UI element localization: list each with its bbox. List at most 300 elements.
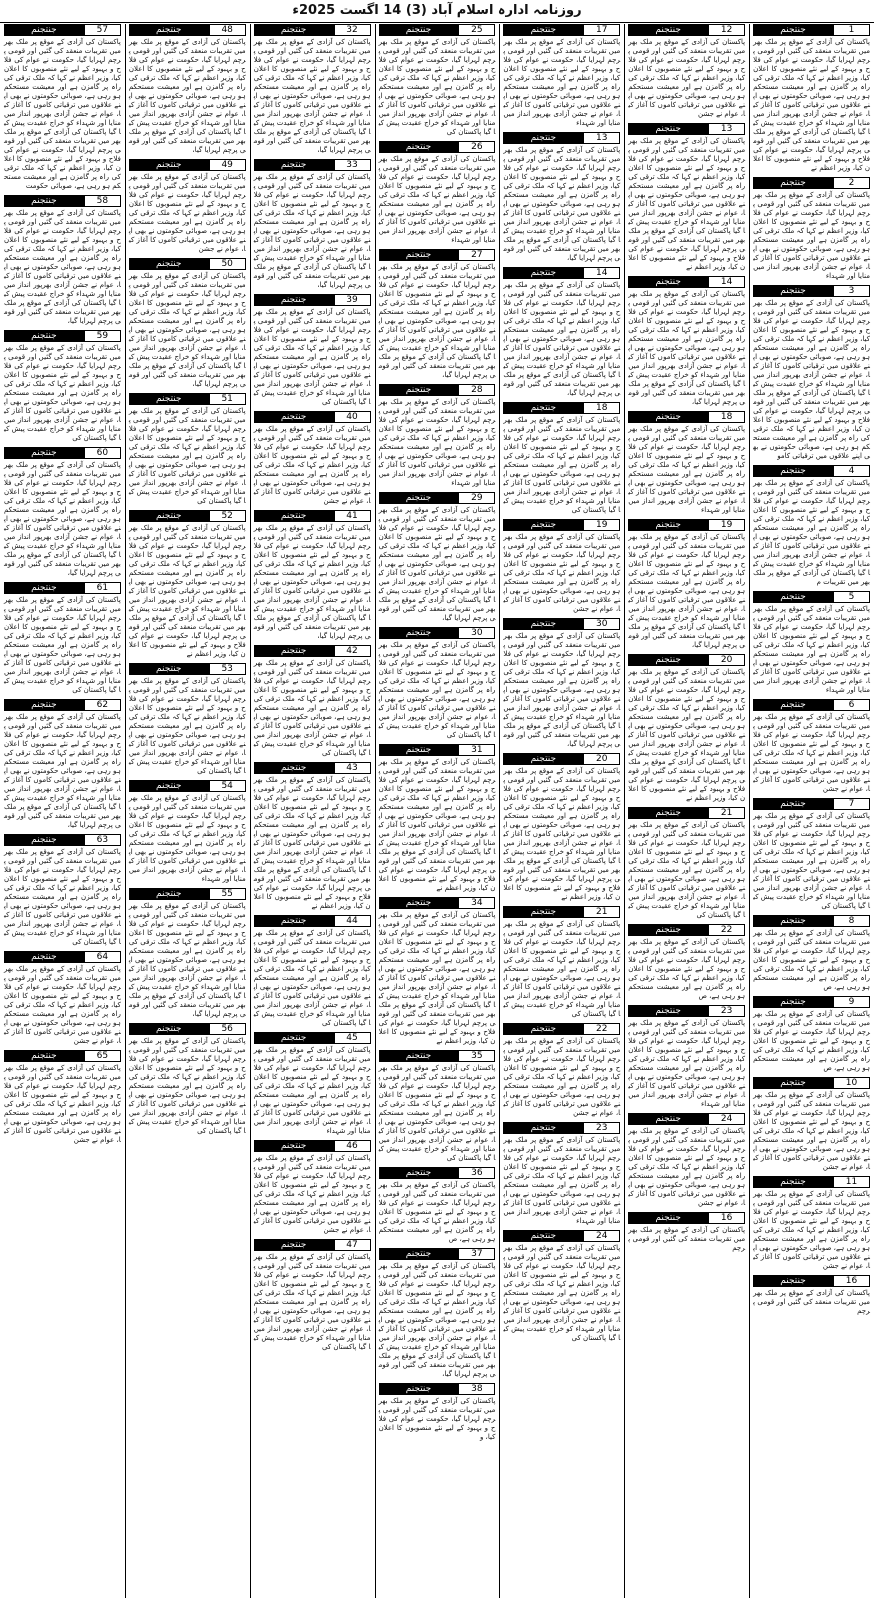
section-tag: جنتجنم [254,645,334,657]
item-body: پاکستان کی آزادی کے موقع پر ملک بھر میں تقریبات منعقد کی گئیں اور قومی پرچم لہرایا گیا، حکومت نے عوام کی فلاح و بہبود کے لیے نئے منصوبوں کا اعلان کیا، وزیر اعظم نے کہا کہ ملک ترقی کی راہ پر گامزن ہے اور معیشت مستحکم ہو رہی ہے، صوبائی حکومتوں نے بھی اپنے علاقوں میں ترقیاتی کاموں کا آغاز کیا، عوام نے جشن آزادی بھرپور انداز میں منایا اور شہداء [503,38,621,127]
item-number: 58 [84,195,121,207]
item-header [129,1023,246,1035]
item-number: 27 [458,249,495,261]
item-header [254,762,371,774]
item-body: پاکستان کی آزادی کے موقع پر ملک بھر میں تقریبات منعقد کی گئیں اور قومی پرچم لہرایا گیا، حکومت نے عوام کی فلاح و بہبود کے لیے نئے منصوبوں کا اعلان کیا، وزیر اعظم نے کہا کہ ملک ترقی کی راہ پر گامزن ہے اور معیشت مستحکم ہو رہی ہے، صوبائی حکومتوں نے بھی اپنے علاقوں میں ترقیاتی کاموں کا آغاز کیا، عوام نے جشن آزادی بھرپور انداز میں منایا اور شہداء کو خراج عقیدت پیش کیا گیا پاکستان کی آزادی کے موقع پر ملک بھر میں تقریبات منعقد کی گئیں اور قومی پرچم لہرایا گیا، [4,209,121,325]
news-item [4,699,121,830]
section-tag: جنتجنم [628,807,708,819]
news-item [503,132,620,263]
item-number: 38 [458,1383,495,1395]
item-header [753,996,870,1008]
section-tag: جنتجنم [379,384,459,396]
section-tag: جنتجنم [503,24,583,36]
section-tag: جنتجنم [4,582,84,594]
item-header [628,807,745,819]
item-body: پاکستان کی آزادی کے موقع پر ملک بھر میں تقریبات منعقد کی گئیں اور قومی پرچم لہرایا گیا، حکومت نے عوام کی فلاح و بہبود کے لیے نئے منصوبوں کا اعلان کیا، وزیر اعظم نے کہا کہ ملک ترقی کی راہ پر گامزن ہے اور معیشت مستحکم ہو رہی ہے، صوبائی حکومتوں نے بھی اپنے علاقوں میں ترقیاتی کاموں کا آغاز کیا، عوام نے جشن آزادی بھرپور انداز میں منایا اور شہداء کو خراج عقیدت پیش کیا گیا پاکستان کی [4,344,121,442]
item-body: پاکستان کی آزادی کے موقع پر ملک بھر میں تقریبات منعقد کی گئیں اور قومی پرچم لہرایا گیا، حکومت نے عوام کی فلاح و بہبود کے لیے نئے منصوبوں کا اعلان کیا، وزیر اعظم نے کہا کہ ملک ترقی کی راہ پر گامزن ہے اور معیشت مستحکم ہو رہی ہے، صوبائی حکومتوں نے بھی اپنے علاقوں میں ترقیاتی کاموں کا آغاز کیا، عوام نے جشن آزادی بھرپور انداز میں منایا اور شہداء کو خراج عقیدت پیش کیا گیا پاکستان کی آزادی کے موقع پر ملک بھر میں تقریبات منعقد کی گئیں اور قومی پرچم لہرایا گیا، حکومت نے عوام کی فلاح و بہبود کے لیے نئے منصوبوں کا اعلان کیا، وزیر اعظم نے [628,137,746,271]
news-item [503,1122,620,1226]
section-tag: جنتجنم [628,519,708,531]
item-number: 50 [209,258,246,270]
item-number: 37 [458,1248,495,1260]
item-number: 35 [458,1050,495,1062]
item-number: 31 [458,744,495,756]
news-item [4,1050,121,1145]
item-header [379,492,496,504]
item-number: 30 [583,618,620,630]
news-item [628,411,745,515]
item-body: پاکستان کی آزادی کے موقع پر ملک بھر میں تقریبات منعقد کی گئیں اور قومی پرچم لہرایا گیا، حکومت نے عوام کی فلاح و بہبود کے لیے نئے منصوبوں کا اعلان کیا، وزیر اعظم نے کہا کہ ملک ترقی کی راہ پر گامزن ہے اور معیشت مستحکم ہو رہی ہے، صوبائی حکومتوں نے بھی اپنے علاقوں میں ترقیاتی کاموں کا آغاز کیا، عوام نے جشن آزادی بھرپور انداز میں منایا اور شہداء کو خراج عقیدت پیش کیا گیا پاکستان کی [628,821,746,919]
item-body: پاکستان کی آزادی کے موقع پر ملک بھر میں تقریبات منعقد کی گئیں اور قومی پرچم لہرایا گیا، حکومت نے عوام کی فلاح و بہبود کے لیے نئے منصوبوں کا اعلان کیا، وزیر اعظم نے کہا کہ ملک ترقی کی راہ پر گامزن ہے اور معیشت مستحکم ہو رہی ہے، صوبائی حکومتوں نے بھی اپنے علاقوں میں ترقیاتی کاموں کا آغاز کیا، عوام نے جشن آزادی بھرپور انداز میں منایا اور شہداء کو خراج عقیدت پیش کیا گیا پاکستان کی آزادی کے موقع پر ملک بھر میں تقریبات منعقد کی گئیں اور قومی پرچم لہرایا گیا، [253,38,371,154]
item-body: پاکستان کی آزادی کے موقع پر ملک بھر میں تقریبات منعقد کی گئیں اور قومی پرچم لہرایا گیا، حکومت نے عوام کی فلاح و بہبود کے لیے نئے منصوبوں کا اعلان کیا، وزیر اعظم نے کہا کہ ملک ترقی کی راہ پر گامزن ہے اور معیشت مستحکم ہو رہی ہے، صوبائی حکومتوں نے بھی اپنے علاقوں میں ترقیاتی کاموں کا آغاز کیا، عوام نے جشن آزادی بھرپور انداز میں منایا اور شہداء کو خراج عقیدت پیش کیا گیا پاکستان کی آزادی کے موقع پر ملک بھر میں تقریبات منعقد کی گئیں اور قومی پرچم لہرایا گیا، [4,713,121,829]
item-header [129,663,246,675]
item-body: پاکستان کی آزادی کے موقع پر ملک بھر میں تقریبات منعقد کی گئیں اور قومی پرچم لہرایا گیا، حکومت نے عوام کی فلاح و بہبود کے لیے نئے منصوبوں کا اعلان کیا، وزیر اعظم نے کہا کہ ملک ترقی کی راہ پر گامزن ہے اور معیشت مستحکم ہو رہی ہے، صوبائی حکومتوں نے بھی اپنے علاقوں میں ترقیاتی کاموں کا آغاز کیا، عوام نے جشن آزادی بھرپور انداز میں منایا اور شہداء کو خراج عقیدت پیش کیا گیا پاکستان کی آزادی کے موقع پر ملک بھر میں تقریبات منعقد کی گئیں اور قومی پرچم لہرایا گیا، [378,506,496,622]
item-header [254,1239,371,1251]
item-number: 25 [458,24,495,36]
item-body: پاکستان کی آزادی کے موقع پر ملک بھر میں تقریبات منعقد کی گئیں اور قومی پرچم لہرایا گیا، حکومت نے عوام کی فلاح و بہبود کے لیے نئے منصوبوں کا اعلان کیا، وزیر اعظم نے کہا کہ ملک ترقی کی راہ پر گامزن ہے اور معیشت مستحکم ہو رہی ہے، صوبائی حکومتوں نے بھی اپنے علاقوں میں ترقیاتی کاموں کا آغاز کیا، عوام نے جشن آزادی بھرپور انداز میں منایا اور شہداء کو خراج عقیدت پیش کیا گیا پاکستان کی آزادی کے موقع پر ملک بھر میں تقریبات منعقد کی گئیں اور قومی پرچم لہرایا گیا، حکومت نے عوام کی فلاح و بہبود کے لیے نئے منصوبوں کا اعلان کیا، وزیر اعظم نے [628,668,746,802]
news-item [628,924,745,1001]
item-body: پاکستان کی آزادی کے موقع پر ملک بھر میں تقریبات منعقد کی گئیں اور قومی پرچم لہرایا گیا، حکومت نے عوام کی فلاح و بہبود کے لیے نئے منصوبوں کا اعلان کیا، وزیر اعظم نے کہا کہ ملک ترقی کی راہ پر گامزن ہے اور معیشت مستحکم ہو رہی ہے، صوبائی حکومتوں نے بھی اپنے علاقوں میں ترقیاتی کاموں کا آغاز کیا، عوام نے جشن [628,1127,746,1207]
item-header [4,24,121,36]
section-tag: جنتجنم [379,627,459,639]
item-header [503,1230,620,1242]
section-tag: جنتجنم [254,1032,334,1044]
item-header [379,1248,496,1260]
item-body: پاکستان کی آزادی کے موقع پر ملک بھر میں تقریبات منعقد کی گئیں اور قومی پرچم لہرایا گیا، حکومت نے عوام کی فلاح و بہبود کے لیے نئے منصوبوں کا اعلان کیا، وزیر اعظم نے کہا کہ ملک ترقی کی راہ پر گامزن ہے اور معیشت مستحکم ہو رہی ہے، صوبائی حکومتوں نے بھی اپنے علاقوں میں ترقیاتی کاموں کا آغاز کیا، عوام نے جشن آزادی بھرپور انداز میں منایا اور شہداء کو خراج عقیدت پیش کیا گیا پاکستان کی [378,38,496,136]
news-item [129,159,246,254]
news-item [129,24,246,155]
item-number: 19 [583,519,620,531]
section-tag: جنتجنم [4,447,84,459]
item-body: پاکستان کی آزادی کے موقع پر ملک بھر میں تقریبات منعقد کی گئیں اور قومی پرچم لہرایا گیا، حکومت نے عوام کی فلاح و بہبود کے لیے نئے منصوبوں کا اعلان کیا، وزیر اعظم نے کہا کہ ملک ترقی کی راہ پر گامزن ہے اور معیشت مستحکم ہو رہی ہے، صوبائی حکومتوں نے بھی اپنے علاقوں میں ترقیاتی کاموں کا آغاز کیا، عوام نے جشن [4,965,121,1045]
section-tag: جنتجنم [4,195,84,207]
news-item [4,582,121,695]
item-number: 16 [708,1212,745,1224]
item-header [379,1383,496,1395]
item-number: 65 [84,1050,121,1062]
news-item [254,762,371,911]
news-item [628,1005,745,1109]
item-header [4,699,121,711]
section-tag: جنتجنم [129,393,209,405]
news-item [129,663,246,776]
section-tag: جنتجنم [254,1239,334,1251]
item-body: پاکستان کی آزادی کے موقع پر ملک بھر میں تقریبات منعقد کی گئیں اور قومی پرچم لہرایا گیا، حکومت نے عوام کی فلاح و بہبود کے لیے نئے منصوبوں کا اعلان کیا، وزیر اعظم نے کہا کہ ملک ترقی کی راہ پر گامزن ہے اور معیشت مستحکم ہو رہی ہے، صوبائی حکومتوں نے بھی اپنے علاقوں میں ترقیاتی کاموں کا آغاز کیا، عوام نے جشن آزادی بھرپور انداز میں منایا اور شہداء کو خراج عقیدت پیش کیا گیا پاکستان کی آزادی کے موقع پر ملک بھر میں تقریبات منعقد کی گئیں اور قومی پرچم لہرایا گیا، حکومت نے عوام کی فلاح و بہبود کے لیے نئے منصوبوں کا اعلان کیا، وزیر اعظم نے [753,38,870,172]
news-item [628,123,745,272]
section-tag: جنتجنم [503,402,583,414]
section-tag: جنتجنم [129,888,209,900]
column-rule [624,24,625,1598]
item-header [254,510,371,522]
item-header [254,1032,371,1044]
column-rule [499,24,500,1598]
column-6 [125,24,250,1598]
news-item [753,465,870,587]
news-item [753,1275,870,1316]
section-tag: جنتجنم [628,123,708,135]
column-rule [250,24,251,1598]
item-number: 47 [334,1239,371,1251]
section-tag: جنتجنم [628,654,708,666]
item-number: 4 [833,465,870,477]
item-header [379,249,496,261]
section-tag: جنتجنم [628,1005,708,1017]
section-tag: جنتجنم [129,258,209,270]
item-header [254,24,371,36]
column-rule [749,24,750,1598]
section-tag: جنتجنم [503,906,583,918]
item-number: 42 [334,645,371,657]
news-item [753,996,870,1073]
item-header [628,24,745,36]
section-tag: جنتجنم [379,1050,459,1062]
item-header [4,834,121,846]
item-body: پاکستان کی آزادی کے موقع پر ملک بھر میں تقریبات منعقد کی گئیں اور قومی پرچم لہرایا گیا، حکومت نے عوام کی فلاح و بہبود کے لیے نئے منصوبوں کا اعلان کیا، وزیر اعظم نے کہا کہ ملک ترقی کی راہ پر گامزن ہے اور معیشت مستحکم ہو رہی ہے، صوبائی حکومتوں نے بھی اپنے علاقوں میں ترقیاتی کاموں کا آغاز کیا، عوام نے جشن آزادی بھرپور انداز میں منایا اور شہداء کو خراج عقیدت پیش کیا گیا پاکستان کی [378,1064,496,1162]
item-body: پاکستان کی آزادی کے موقع پر ملک بھر میں تقریبات منعقد کی گئیں اور قومی پرچم لہرایا گیا، حکومت نے عوام کی فلاح و بہبود کے لیے نئے منصوبوں کا اعلان کیا، وزیر اعظم نے کہا کہ ملک ترقی کی راہ پر گامزن ہے اور معیشت مستحکم ہو رہی ہے، صوبائی حکومتوں نے بھی اپنے علاقوں میں ترقیاتی کاموں کا آغاز کیا، عوام نے جشن آزادی بھرپور انداز میں منایا اور شہداء کو خراج عقیدت پیش کیا گیا پاکستان کی آزادی کے موقع پر ملک بھر میں تقریبات منعقد کی گئیں اور قومی پرچم لہرایا گیا، [253,524,371,640]
item-body: پاکستان کی آزادی کے موقع پر ملک بھر میں تقریبات منعقد کی گئیں اور قومی پرچم لہرایا گیا، حکومت نے عوام کی فلاح و بہبود کے لیے نئے منصوبوں کا اعلان کیا، وزیر اعظم نے کہا کہ ملک ترقی کی راہ پر گامزن ہے اور معیشت مستحکم ہو رہی ہے، ص [753,929,870,991]
item-number: 33 [334,159,371,171]
item-number: 14 [708,276,745,288]
item-header [753,177,870,189]
item-number: 24 [583,1230,620,1242]
section-tag: جنتجنم [254,411,334,423]
item-body: پاکستان کی آزادی کے موقع پر ملک بھر میں تقریبات منعقد کی گئیں اور قومی پرچم لہرایا گیا، حکومت نے عوام کی فلاح و بہبود کے لیے نئے منصوبوں کا اعلان کیا، وزیر اعظم نے کہا کہ ملک ترقی کی راہ پر گامزن ہے اور معیشت مستحکم ہو رہی ہے، صوبائی حکومتوں نے بھی اپنے علاقوں میں ترقیاتی کاموں کا آغاز کیا، عوام نے جشن آزادی بھرپور انداز میں منایا اور شہداء [628,425,746,514]
item-body: پاکستان کی آزادی کے موقع پر ملک بھر میں تقریبات منعقد کی گئیں اور قومی پرچم لہرایا گیا، حکومت نے عوام کی فلاح و بہبود کے لیے نئے منصوبوں کا اعلان کیا، وزیر اعظم نے کہا کہ ملک ترقی کی راہ پر گامزن ہے اور معیشت مستحکم ہو رہی ہے، صوبائی حکومتوں نے بھی اپنے علاقوں میں ترقیاتی کاموں کا آغاز کیا، عوام نے جشن آزادی بھرپور انداز میں منایا اور شہداء کو خراج عقیدت پیش کیا گیا پاکستان کی آزادی کے موقع پر ملک بھر میں تقریبات منعقد کی گئیں اور قومی پرچم لہرایا گیا، حکومت نے عوام کی فلاح و بہبود کے لیے نئے منصوبوں کا اعلان کیا، وزیر اعظم نے [378,758,496,892]
item-body: پاکستان کی آزادی کے موقع پر ملک بھر میں تقریبات منعقد کی گئیں اور قومی پرچم لہرایا گیا، حکومت نے عوام کی فلاح و بہبود کے لیے نئے منصوبوں کا اعلان کیا، وزیر اعظم نے کہا کہ ملک ترقی کی راہ پر گامزن ہے اور معیشت مستحکم ہو رہی ہے، صوبائی حکومتوں نے بھی اپنے علاقوں میں ترقیاتی کاموں کا آغاز کیا، عوام نے جشن آزادی بھرپور انداز میں منایا اور شہداء کو خراج عقیدت پیش کیا گیا پاکستان کی [753,812,870,910]
section-tag: جنتجنم [379,1167,459,1179]
news-item [129,780,246,884]
section-tag: جنتجنم [379,141,459,153]
item-number: 9 [833,996,870,1008]
item-number: 53 [209,663,246,675]
news-item [254,294,371,407]
news-item [503,1230,620,1343]
news-item [4,195,121,326]
item-body: پاکستان کی آزادی کے موقع پر ملک بھر میں تقریبات منعقد کی گئیں اور قومی پرچم لہرایا گیا، حکومت نے عوام کی فلاح و بہبود کے لیے نئے منصوبوں کا اعلان کیا، و [378,1397,496,1441]
section-tag: جنتجنم [379,744,459,756]
item-number: 5 [833,591,870,603]
item-body: پاکستان کی آزادی کے موقع پر ملک بھر میں تقریبات منعقد کی گئیں اور قومی پرچم لہرایا گیا، حکومت نے عوام کی فلاح و بہبود کے لیے نئے منصوبوں کا اعلان کیا، وزیر اعظم نے کہا کہ ملک ترقی کی راہ پر گامزن ہے اور معیشت مستحکم ہو رہی ہے، صوبائی حکومتوں نے بھی اپنے علاقوں میں ترقیاتی کاموں کا آغاز کیا، عوام نے جشن [253,1154,371,1234]
item-number: 57 [84,24,121,36]
item-number: 10 [833,1077,870,1089]
item-number: 19 [708,519,745,531]
section-tag: جنتجنم [4,330,84,342]
item-body: پاکستان کی آزادی کے موقع پر ملک بھر میں تقریبات منعقد کی گئیں اور قومی پرچم لہرایا گیا، حکومت نے عوام کی فلاح و بہبود کے لیے نئے منصوبوں کا اعلان کیا، وزیر اعظم نے کہا کہ ملک ترقی کی راہ پر گامزن ہے اور معیشت مستحکم ہو رہی ہے، صوبائی حکومتوں نے بھی اپنے علاقوں میں ترقیاتی کاموں کا آغاز کیا، عوام نے جشن آزادی بھرپور انداز میں منایا اور شہداء کو خراج عقیدت پیش کیا گیا پاکستان کی [4,596,121,694]
item-number: 29 [458,492,495,504]
item-number: 59 [84,330,121,342]
item-header [4,330,121,342]
item-header [379,384,496,396]
news-item [379,627,496,740]
section-tag: جنتجنم [753,699,833,711]
news-item [379,492,496,623]
item-header [628,123,745,135]
item-number: 1 [833,24,870,36]
item-header [503,753,620,765]
section-tag: جنتجنم [753,24,833,36]
item-body: پاکستان کی آزادی کے موقع پر ملک بھر میں تقریبات منعقد کی گئیں اور قومی پرچم لہرایا گیا، حکومت نے عوام کی فلاح و بہبود کے لیے نئے منصوبوں کا اعلان کیا، وزیر اعظم نے کہا کہ ملک ترقی کی راہ پر گامزن ہے اور معیشت مستحکم ہو رہی ہے، صوبائی حکومتوں نے بھی اپنے علاقوں میں ترقیاتی کاموں کا آغاز کیا، عوام نے جشن آزادی بھرپور انداز میں منایا اور شہداء کو خراج عقیدت پیش کیا گیا پاکستان کی آزادی کے موقع پر ملک بھر میں تقریبات منعقد کی گئیں اور قومی پرچم لہرایا گیا، حکومت نے عوام کی فلاح و بہبود کے لیے نئے منصوبوں کا اعلان کیا، وزیر اعظم نے [128,524,246,658]
section-tag: جنتجنم [753,798,833,810]
item-header [503,618,620,630]
item-body: پاکستان کی آزادی کے موقع پر ملک بھر میں تقریبات منعقد کی گئیں اور قومی پرچم لہرایا گیا، حکومت نے عوام کی فلاح و بہبود کے لیے نئے منصوبوں کا اعلان کیا، وزیر اعظم نے کہا کہ ملک ترقی کی راہ پر گامزن ہے اور معیشت مستحکم ہو رہی ہے، صوبائی حکومتوں نے بھی اپنے علاقوں میں ترقیاتی کاموں کا آغاز کیا، عوام نے جشن آزادی بھرپور انداز میں منایا اور شہداء کو خراج عقیدت پیش کیا گیا پاکستان کی [253,308,371,406]
item-body: پاکستان کی آزادی کے موقع پر ملک بھر میں تقریبات منعقد کی گئیں اور قومی پرچم لہرایا گیا، حکومت نے عوام کی فلاح و بہبود کے لیے نئے منصوبوں کا اعلان کیا، وزیر اعظم نے کہا کہ ملک ترقی کی راہ پر گامزن ہے اور معیشت مستحکم ہو رہی ہے، صوبائی حکومتوں نے بھی اپنے علاقوں میں ترقیاتی کاموں کا آغاز کیا، عوام نے جشن [628,38,746,118]
column-rule [125,24,126,1598]
item-header [254,1140,371,1152]
item-number: 6 [833,699,870,711]
item-body: پاکستان کی آزادی کے موقع پر ملک بھر میں تقریبات منعقد کی گئیں اور قومی پرچم لہرایا گیا، حکومت نے عوام کی فلاح و بہبود کے لیے نئے منصوبوں کا اعلان کیا، وزیر اعظم نے کہا کہ ملک ترقی کی راہ پر گامزن ہے اور معیشت مستحکم ہو رہی ہے، صوبائی حکومتوں نے بھی اپنے علاقوں میں ترقیاتی کاموں کا آغاز کیا، عوام نے جشن [4,1064,121,1144]
item-body: پاکستان کی آزادی کے موقع پر ملک بھر میں تقریبات منعقد کی گئیں اور قومی پرچم لہرایا گیا، حکومت نے عوام کی فلاح و بہبود کے لیے نئے منصوبوں کا اعلان کیا، وزیر اعظم نے کہا کہ ملک ترقی کی راہ پر گامزن ہے اور معیشت مستحکم ہو رہی ہے، صوبائی حکومتوں نے بھی اپنے علاقوں میں ترقیاتی کاموں کا آغاز کیا، عوام نے جشن آزادی بھرپور انداز میں منایا اور شہداء کو خراج عقیدت پیش کیا گیا پاکستان کی آزادی کے موقع پر ملک بھر میں تقریبات منعقد کی گئیں اور قومی پرچم لہرایا گیا، حکومت نے عوام کی فلاح و بہبود کے لیے نئے منصوبوں کا اعلان کیا، وزیر اعظم نے کہا کہ ملک ترقی کی راہ پر گامزن ہے اور معیشت مستحکم ہو رہی ہے، صوبائی حکومتوں نے بھی اپنے علاقوں میں ترقیاتی کامو [753,299,870,460]
news-item [628,24,745,119]
column-5 [250,24,375,1598]
item-body: پاکستان کی آزادی کے موقع پر ملک بھر میں تقریبات منعقد کی گئیں اور قومی پرچم لہرایا گیا، حکومت نے عوام کی فلاح و بہبود کے لیے نئے منصوبوں کا اعلان کیا، وزیر اعظم نے کہا کہ ملک ترقی کی راہ پر گامزن ہے اور معیشت مستحکم ہو رہی ہے، صوبائی حکومتوں نے بھی اپنے علاقوں میں ترقیاتی کاموں کا آغاز کیا، عوام نے جشن [753,713,870,793]
section-tag: جنتجنم [254,762,334,774]
section-tag: جنتجنم [503,1122,583,1134]
item-header [4,951,121,963]
item-body: پاکستان کی آزادی کے موقع پر ملک بھر میں تقریبات منعقد کی گئیں اور قومی پرچم لہرایا گیا، حکومت نے عوام کی فلاح و بہبود کے لیے نئے منصوبوں کا اعلان کیا، وزیر اعظم نے کہا کہ ملک ترقی کی راہ پر گامزن ہے اور معیشت مستحکم ہو رہی ہے، صوبائی حکومتوں نے بھی اپنے علاقوں میں ترقیاتی کاموں کا آغاز کیا، عوام نے جشن آزادی بھرپور انداز میں منایا اور شہداء کو خراج عقیدت پیش کیا گیا پاکستان کی آزادی کے موقع پر ملک بھر میں تقریبات منعقد کی گئیں اور قومی پرچم لہرایا گیا، [128,38,246,154]
item-header [129,510,246,522]
item-number: 3 [833,285,870,297]
section-tag: جنتجنم [753,177,833,189]
item-number: 36 [458,1167,495,1179]
item-header [753,591,870,603]
news-item [129,1023,246,1136]
item-header [628,924,745,936]
item-body: پاکستان کی آزادی کے موقع پر ملک بھر میں تقریبات منعقد کی گئیں اور قومی پرچم لہرایا گیا، حکومت نے عوام کی فلاح و بہبود کے لیے نئے منصوبوں کا اعلان کیا، وزیر اعظم نے کہا کہ ملک ترقی کی راہ پر گامزن ہے اور معیشت مستحکم ہو رہی ہے، صوبائی حکومتوں نے بھی اپنے علاقوں میں ترقیاتی کاموں کا آغاز کیا، عوام نے جشن آزادی بھرپور انداز میں منایا اور شہداء کو خراج عقیدت پیش کیا گیا پاکستان کی آزادی کے موقع پر ملک بھر میں تقریبات م [753,479,870,586]
column-2 [624,24,749,1598]
news-item [628,1113,745,1208]
item-number: 11 [833,1176,870,1188]
section-tag: جنتجنم [753,996,833,1008]
item-body: پاکستان کی آزادی کے موقع پر ملک بھر میں تقریبات منعقد کی گئیں اور قومی پرچم لہرایا گیا، حکومت نے عوام کی فلاح و بہبود کے لیے نئے منصوبوں کا اعلان کیا، وزیر اعظم نے کہا کہ ملک ترقی کی راہ پر گامزن ہے اور معیشت مستحکم ہو رہی ہے، صوبائی حکومتوں نے بھی اپنے علاقوں میں ترقیاتی کاموں کا آغاز کیا، عوام نے جشن آزادی بھرپور انداز میں منایا اور شہداء کو خراج عقیدت پیش کیا گیا پاکستان کی [128,677,246,775]
section-tag: جنتجنم [503,1230,583,1242]
section-tag: جنتجنم [254,159,334,171]
item-number: 54 [209,780,246,792]
item-header [379,24,496,36]
item-number: 22 [583,1023,620,1035]
column-1 [749,24,874,1598]
news-item [254,159,371,290]
item-body: پاکستان کی آزادی کے موقع پر ملک بھر میں تقریبات منعقد کی گئیں اور قومی پرچم لہرایا گیا، حکومت نے عوام کی فلاح و بہبود کے لیے نئے منصوبوں کا اعلان کیا، وزیر اعظم نے کہا کہ ملک ترقی کی راہ پر گامزن ہے اور معیشت مستحکم ہو رہی ہے، صوبائی حکومتوں نے بھی اپنے علاقوں میں ترقیاتی کاموں کا آغاز کیا، عوام نے جشن آزادی بھرپور انداز میں منایا اور شہداء کو خراج عقیدت پیش کیا گیا پاکستان کی [128,1037,246,1135]
item-number: 40 [334,411,371,423]
item-body: پاکستان کی آزادی کے موقع پر ملک بھر میں تقریبات منعقد کی گئیں اور قومی پرچم لہرایا گیا، حکومت نے عوام کی فلاح و بہبود کے لیے نئے منصوبوں کا اعلان کیا، وزیر اعظم نے کہا کہ ملک ترقی کی راہ پر گامزن ہے اور معیشت مستحکم ہو رہی ہے، صوبائی حکومتوں نے بھی اپنے علاقوں میں ترقیاتی کاموں کا آغاز کیا، عوام نے جشن آزادی بھرپور انداز میں منایا اور شہداء کو خراج عقیدت پیش کیا گیا پاکستان کی آزادی کے موقع پر ملک بھر میں تقریبات منعقد کی گئیں اور قومی پرچم لہرایا گیا، [628,290,746,406]
item-header [254,294,371,306]
item-body: پاکستان کی آزادی کے موقع پر ملک بھر میں تقریبات منعقد کی گئیں اور قومی پرچم لہرایا گیا، حکومت نے عوام کی فلاح و بہبود کے لیے نئے منصوبوں کا اعلان کیا، وزیر اعظم نے کہا کہ ملک ترقی کی راہ پر گامزن ہے اور معیشت مستحکم ہو رہی ہے، صوبائی حکومتوں نے بھی اپنے علاقوں میں ترقیاتی کاموں کا آغاز کیا، عوام نے جشن آزادی بھرپور انداز میں منایا اور شہداء کو خراج عقیدت پیش کیا گیا پاکستان کی [253,1253,371,1351]
item-header [753,1176,870,1188]
item-body: پاکستان کی آزادی کے موقع پر ملک بھر میں تقریبات منعقد کی گئیں اور قومی پرچم [628,1226,746,1252]
section-tag: جنتجنم [254,24,334,36]
news-item [503,906,620,1019]
item-number: 48 [209,24,246,36]
item-number: 18 [708,411,745,423]
item-header [503,1023,620,1035]
item-number: 41 [334,510,371,522]
item-header [503,267,620,279]
item-number: 2 [833,177,870,189]
item-header [129,780,246,792]
item-body: پاکستان کی آزادی کے موقع پر ملک بھر میں تقریبات منعقد کی گئیں اور قومی پرچم لہرایا گیا، حکومت نے عوام کی فلاح و بہبود کے لیے نئے منصوبوں کا اعلان کیا، وزیر اعظم نے کہا کہ ملک ترقی کی راہ پر گامزن ہے اور معیشت مستحکم ہو رہی ہے، صوبائی حکومتوں نے بھی اپنے علاقوں میں ترقیاتی کاموں کا آغاز کیا، عوام نے جشن آزادی بھرپور انداز میں منایا اور شہداء کو خراج عقیدت پیش کیا گیا پاکستان کی آزادی کے موقع پر ملک بھر میں تقریبات منعقد کی گئیں اور قومی پرچم لہرایا گیا، حکومت نے عوام کی فلاح و بہبود کے لیے نئے منصوبوں کا اعلان کیا، وزیر اعظم نے کہا کہ ملک ترقی کی راہ پر گامزن ہے اور معیشت مستحکم ہو رہی ہے، صوبائی حکومت [4,38,121,190]
section-tag: جنتجنم [379,1248,459,1260]
section-tag: جنتجنم [379,1383,459,1395]
item-body: پاکستان کی آزادی کے موقع پر ملک بھر میں تقریبات منعقد کی گئیں اور قومی پرچم لہرایا گیا، حکومت نے عوام کی فلاح و بہبود کے لیے نئے منصوبوں کا اعلان کیا، وزیر اعظم نے کہا کہ ملک ترقی کی راہ پر گامزن ہے اور معیشت مستحکم ہو رہی ہے، صوبائی حکومتوں نے بھی اپنے علاقوں میں ترقیاتی کاموں کا آغاز کیا، عوام نے جشن آزادی بھرپور انداز میں منایا اور شہداء کو خراج عقیدت پیش کیا گیا پاکستان کی آزادی کے موقع پر ملک بھر میں تقریبات منعقد کی گئیں اور قومی پرچم لہرایا گیا، حکومت نے عوام کی فلاح و بہبود کے لیے نئے منصوبوں کا اعلان کیا، وزیر اعظم نے [503,767,621,901]
item-body: پاکستان کی آزادی کے موقع پر ملک بھر میں تقریبات منعقد کی گئیں اور قومی پرچم لہرایا گیا، حکومت نے عوام کی فلاح و بہبود کے لیے نئے منصوبوں کا اعلان کیا، وزیر اعظم نے کہا کہ ملک ترقی کی راہ پر گامزن ہے اور معیشت مستحکم ہو رہی ہے، صوبائی حکومتوں نے بھی اپنے علاقوں میں ترقیاتی کاموں کا آغاز کیا، عوام نے جشن آزادی بھرپور انداز میں منایا اور شہداء کو خراج عقیدت پیش کیا گیا پاکستان کی آزادی کے موقع پر ملک بھر میں تقریبات منعقد کی گئیں اور قومی پرچم لہرایا گیا، [128,272,246,388]
item-header [628,411,745,423]
news-item [254,1032,371,1136]
item-number: 23 [583,1122,620,1134]
item-header [4,582,121,594]
item-number: 12 [708,24,745,36]
news-item [628,519,745,650]
item-header [379,897,496,909]
news-item [628,807,745,920]
item-header [129,888,246,900]
item-number: 28 [458,384,495,396]
item-number: 46 [334,1140,371,1152]
item-number: 32 [334,24,371,36]
item-header [379,627,496,639]
item-header [503,1122,620,1134]
section-tag: جنتجنم [753,1275,833,1287]
item-header [129,393,246,405]
item-number: 20 [708,654,745,666]
item-body: پاکستان کی آزادی کے موقع پر ملک بھر میں تقریبات منعقد کی گئیں اور قومی پرچم لہرایا گیا، حکومت نے عوام کی فلاح و بہبود کے لیے نئے منصوبوں کا اعلان کیا، وزیر اعظم نے کہا کہ ملک ترقی کی راہ پر گامزن ہے اور معیشت مستحکم ہو رہی ہے، صوبائی حکومتوں نے بھی اپنے علاقوں میں ترقیاتی کاموں کا آغاز کیا، عوام نے جشن آزادی بھرپور انداز میں منایا اور شہداء کو خراج عقیدت پیش کیا گیا پاکستان کی آزادی کے موقع پر ملک بھر میں تقریبات منعقد کی گئیں اور قومی پرچم لہرایا گیا، حکومت نے عوام کی فلاح و بہبود کے لیے نئے منصوبوں کا اعلان کیا، وزیر اعظم نے [378,911,496,1045]
item-number: 26 [458,141,495,153]
item-body: پاکستان کی آزادی کے موقع پر ملک بھر میں تقریبات منعقد کی گئیں اور قومی پرچم لہرایا گیا، حکومت نے عوام کی فلاح و بہبود کے لیے نئے منصوبوں کا اعلان کیا، وزیر اعظم نے کہا کہ ملک ترقی کی راہ پر گامزن ہے اور معیشت مستحکم ہو رہی ہے، صوبائی حکومتوں نے بھی اپنے علاقوں میں ترقیاتی کاموں کا آغاز کیا، عوام نے جشن آزادی بھرپور انداز میں منایا اور شہداء [378,155,496,244]
news-item [379,744,496,893]
item-number: 14 [583,267,620,279]
item-header [4,195,121,207]
item-body: پاکستان کی آزادی کے موقع پر ملک بھر میں تقریبات منعقد کی گئیں اور قومی پرچم لہرایا گیا، حکومت نے عوام کی فلاح و بہبود کے لیے نئے منصوبوں کا اعلان کیا، وزیر اعظم نے کہا کہ ملک ترقی کی راہ پر گامزن ہے اور معیشت مستحکم ہو رہی ہے، صوبائی حکومتوں نے بھی اپنے علاقوں میں ترقیاتی کاموں کا آغاز کیا، عوام نے جشن آزادی بھرپور انداز میں منایا اور شہداء [503,1136,621,1225]
news-item [503,753,620,902]
section-tag: جنتجنم [628,1113,708,1125]
section-tag: جنتجنم [503,618,583,630]
item-number: 55 [209,888,246,900]
item-body: پاکستان کی آزادی کے موقع پر ملک بھر میں تقریبات منعقد کی گئیں اور قومی پرچم لہرایا گیا، حکومت نے عوام کی فلاح و بہبود کے لیے نئے منصوبوں کا اعلان کیا، وزیر اعظم نے کہا کہ ملک ترقی کی راہ پر گامزن ہے اور معیشت مستحکم ہو رہی ہے، صوبائی حکومتوں نے بھی اپنے علاقوں میں ترقیاتی کاموں کا آغاز کیا، عوام نے جشن آزادی بھرپور انداز میں منایا اور شہداء [253,1046,371,1135]
item-header [628,1113,745,1125]
item-number: 43 [334,762,371,774]
item-body: پاکستان کی آزادی کے موقع پر ملک بھر میں تقریبات منعقد کی گئیں اور قومی پرچم لہرایا گیا، حکومت نے عوام کی فلاح و بہبود کے لیے نئے منصوبوں کا اعلان کیا، وزیر اعظم نے کہا کہ ملک ترقی کی راہ پر گامزن ہے اور معیشت مستحکم ہو رہی ہے، صوبائی حکومتوں نے بھی اپنے علاقوں میں ترقیاتی کاموں کا آغاز کیا، عوام نے جشن آزادی بھرپور انداز میں منایا اور شہداء کو خراج عقیدت پیش کیا گیا پاکستان کی آزادی کے موقع پر ملک بھر میں تقریبات منعقد کی گئیں اور قومی پرچم لہرایا گیا، [253,173,371,289]
item-header [4,447,121,459]
item-header [379,1167,496,1179]
section-tag: جنتجنم [753,915,833,927]
section-tag: جنتجنم [628,411,708,423]
item-header [129,24,246,36]
item-body: پاکستان کی آزادی کے موقع پر ملک بھر میں تقریبات منعقد کی گئیں اور قومی پرچم لہرایا گیا، حکومت نے عوام کی فلاح و بہبود کے لیے نئے منصوبوں کا اعلان کیا، وزیر اعظم نے کہا کہ ملک ترقی کی راہ پر گامزن ہے اور معیشت مستحکم ہو رہی ہے، صوبائی حکومتوں نے بھی اپنے علاقوں میں ترقیاتی کاموں کا آغاز کیا، عوام نے جشن آزادی بھرپور انداز میں منایا اور شہداء کو خراج عقیدت پیش کیا گیا پاکستان کی آزادی کے موقع پر ملک بھر میں تقریبات منعقد کی گئیں اور قومی پرچم لہرایا گیا، [628,533,746,649]
item-body: پاکستان کی آزادی کے موقع پر ملک بھر میں تقریبات منعقد کی گئیں اور قومی پرچم لہرایا گیا، حکومت نے عوام کی فلاح و بہبود کے لیے نئے منصوبوں کا اعلان کیا، وزیر اعظم نے کہا کہ ملک ترقی کی راہ پر گامزن ہے اور معیشت مستحکم ہو رہی ہے، صوبائی حکومتوں نے بھی اپنے علاقوں میں ترقیاتی کاموں کا آغاز کیا، عوام نے جشن [753,1190,870,1270]
item-body: پاکستان کی آزادی کے موقع پر ملک بھر میں تقریبات منعقد کی گئیں اور قومی پرچم لہرایا گیا، حکومت نے عوام کی فلاح و بہبود کے لیے نئے منصوبوں کا اعلان کیا، وزیر اعظم نے کہا کہ ملک ترقی کی راہ پر گامزن ہے اور معیشت مستحکم ہو رہی ہے، صوبائی حکومتوں نے بھی اپنے علاقوں میں ترقیاتی کاموں کا آغاز کیا، عوام نے جشن [128,173,246,253]
item-header [254,915,371,927]
item-number: 21 [583,906,620,918]
item-body: پاکستان کی آزادی کے موقع پر ملک بھر میں تقریبات منعقد کی گئیں اور قومی پرچم لہرایا گیا، حکومت نے عوام کی فلاح و بہبود کے لیے نئے منصوبوں کا اعلان کیا، وزیر اعظم نے کہا کہ ملک ترقی کی راہ پر گامزن ہے اور معیشت مستحکم ہو رہی ہے، ص [753,1010,870,1072]
item-number: 16 [833,1275,870,1287]
news-item [628,654,745,803]
column-4 [375,24,500,1598]
news-item [753,915,870,992]
item-number: 51 [209,393,246,405]
item-body: پاکستان کی آزادی کے موقع پر ملک بھر میں تقریبات منعقد کی گئیں اور قومی پرچم لہرایا گیا، حکومت نے عوام کی فلاح و بہبود کے لیے نئے منصوبوں کا اعلان کیا، وزیر اعظم نے کہا کہ ملک ترقی کی راہ پر گامزن ہے اور معیشت مستحکم ہو رہی ہے، صوبائی حکومتوں نے بھی اپنے علاقوں میں ترقیاتی کاموں کا آغاز کیا، عوام نے جشن آزادی بھرپور انداز میں منایا اور شہداء کو خراج عقیدت پیش کیا گیا پاکستان کی [503,920,621,1018]
item-header [254,411,371,423]
item-header [753,915,870,927]
item-number: 52 [209,510,246,522]
news-item [628,276,745,407]
section-tag: جنتجنم [254,510,334,522]
section-tag: جنتجنم [503,1023,583,1035]
item-number: 21 [708,807,745,819]
section-tag: جنتجنم [4,951,84,963]
section-tag: جنتجنم [129,159,209,171]
news-item [254,24,371,155]
news-item [753,1176,870,1271]
news-item [503,267,620,398]
section-tag: جنتجنم [753,1176,833,1188]
item-body: پاکستان کی آزادی کے موقع پر ملک بھر میں تقریبات منعقد کی گئیں اور قومی پرچم لہرایا گیا، حکومت نے عوام کی فلاح و بہبود کے لیے نئے منصوبوں کا اعلان کیا، وزیر اعظم نے کہا کہ ملک ترقی کی راہ پر گامزن ہے اور معیشت مستحکم ہو رہی ہے، صوبائی حکومتوں نے بھی اپنے علاقوں میں ترقیاتی کاموں کا آغاز کیا، عوام نے جشن آزادی بھرپور انداز میں منایا اور شہداء کو خراج عقیدت پیش کیا گیا پاکستان کی [128,407,246,505]
news-item [129,258,246,389]
section-tag: جنتجنم [379,492,459,504]
item-number: 61 [84,582,121,594]
item-header [753,1275,870,1287]
item-number: 20 [583,753,620,765]
section-tag: جنتجنم [129,24,209,36]
item-header [503,402,620,414]
section-tag: جنتجنم [129,663,209,675]
item-number: 23 [708,1005,745,1017]
section-tag: جنتجنم [753,591,833,603]
item-number: 63 [84,834,121,846]
news-item [254,645,371,758]
news-item [4,447,121,578]
section-tag: جنتجنم [254,1140,334,1152]
section-tag: جنتجنم [628,924,708,936]
item-body: پاکستان کی آزادی کے موقع پر ملک بھر میں تقریبات منعقد کی گئیں اور قومی پرچم لہرایا گیا، حکومت نے عوام کی فلاح و بہبود کے لیے نئے منصوبوں کا اعلان کیا، وزیر اعظم نے کہا کہ ملک ترقی کی راہ پر گامزن ہے اور معیشت مستحکم ہو رہی ہے، صوبائی حکومتوں نے بھی اپنے علاقوں میں ترقیاتی کاموں کا آغاز کیا، عوام نے جشن آزادی بھرپور انداز میں منایا اور شہداء [628,1019,746,1108]
item-body: پاکستان کی آزادی کے موقع پر ملک بھر میں تقریبات منعقد کی گئیں اور قومی پرچم لہرایا گیا، حکومت نے عوام کی فلاح و بہبود کے لیے نئے منصوبوں کا اعلان کیا، وزیر اعظم نے کہا کہ ملک ترقی کی راہ پر گامزن ہے اور معیشت مستحکم ہو رہی ہے، ص [628,938,746,1000]
item-header [753,285,870,297]
item-header [753,798,870,810]
section-tag: جنتجنم [4,1050,84,1062]
section-tag: جنتجنم [4,24,84,36]
item-header [4,1050,121,1062]
column-3 [499,24,624,1598]
item-header [254,645,371,657]
section-tag: جنتجنم [503,519,583,531]
news-item [254,1239,371,1352]
item-number: 22 [708,924,745,936]
item-number: 34 [458,897,495,909]
item-body: پاکستان کی آزادی کے موقع پر ملک بھر میں تقریبات منعقد کی گئیں اور قومی پرچم لہرایا گیا، حکومت نے عوام کی فلاح و بہبود کے لیے نئے منصوبوں کا اعلان کیا، وزیر اعظم نے کہا کہ ملک ترقی کی راہ پر گامزن ہے اور معیشت مستحکم ہو رہی ہے، صوبائی حکومتوں نے بھی اپنے علاقوں میں ترقیاتی کاموں کا آغاز کیا، عوام نے جشن آزادی بھرپور انداز میں منایا اور شہداء کو خراج عقیدت پیش کیا گیا پاکستان کی آزادی کے موقع پر ملک بھر میں تقریبات منعقد کی گئیں اور قومی پرچم لہرایا گیا، [128,902,246,1018]
item-header [628,1212,745,1224]
news-item [254,411,371,506]
item-header [503,519,620,531]
item-number: 13 [708,123,745,135]
item-header [503,906,620,918]
section-tag: جنتجنم [753,1077,833,1089]
section-tag: جنتجنم [628,24,708,36]
section-tag: جنتجنم [503,267,583,279]
section-tag: جنتجنم [379,897,459,909]
news-item [4,951,121,1046]
section-tag: جنتجنم [379,24,459,36]
news-item [379,249,496,380]
item-number: 60 [84,447,121,459]
section-tag: جنتجنم [379,249,459,261]
item-number: 39 [334,294,371,306]
item-body: پاکستان کی آزادی کے موقع پر ملک بھر میں تقریبات منعقد کی گئیں اور قومی پرچم لہرایا گیا، حکومت نے عوام کی فلاح و بہبود کے لیے نئے منصوبوں کا اعلان کیا، وزیر اعظم نے کہا کہ ملک ترقی کی راہ پر گامزن ہے اور معیشت مستحکم ہو رہی ہے، صوبائی حکومتوں نے بھی اپنے علاقوں میں ترقیاتی کاموں کا آغاز کیا، عوام نے جشن [753,1091,870,1171]
item-number: 30 [458,627,495,639]
news-item [753,24,870,173]
item-body: پاکستان کی آزادی کے موقع پر ملک بھر میں تقریبات منعقد کی گئیں اور قومی پرچم لہرایا گیا، حکومت نے عوام کی فلاح و بہبود کے لیے نئے منصوبوں کا اعلان کیا، وزیر اعظم نے کہا کہ ملک ترقی کی راہ پر گامزن ہے اور معیشت مستحکم ہو رہی ہے، صوبائی حکومتوں نے بھی اپنے علاقوں میں ترقیاتی کاموں کا آغاز کیا، عوام نے جشن آزادی بھرپور انداز میں منایا اور شہداء کو خراج عقیدت پیش کیا گیا پاکستان کی آزادی کے موقع پر ملک بھر میں تقریبات منعقد کی گئیں اور قومی پرچم لہرایا گیا، [503,632,621,748]
news-item [4,330,121,443]
item-body: پاکستان کی آزادی کے موقع پر ملک بھر میں تقریبات منعقد کی گئیں اور قومی پرچم لہرایا گیا، حکومت نے عوام کی فلاح و بہبود کے لیے نئے منصوبوں کا اعلان کیا، وزیر اعظم نے کہا کہ ملک ترقی کی راہ پر گامزن ہے اور معیشت مستحکم ہو رہی ہے، صوبائی حکومتوں نے بھی اپنے علاقوں میں ترقیاتی کاموں کا آغاز کیا، عوام نے جشن آزادی بھرپور انداز میں منایا اور شہداء کو خراج عقیدت پیش کیا گیا پاکستان کی آزادی کے موقع پر ملک بھر میں تقریبات منعقد کی گئیں اور قومی پرچم لہرایا گیا، [503,146,621,262]
item-body: پاکستان کی آزادی کے موقع پر ملک بھر میں تقریبات منعقد کی گئیں اور قومی پرچم لہرایا گیا، حکومت نے عوام کی فلاح و بہبود کے لیے نئے منصوبوں کا اعلان کیا، وزیر اعظم نے کہا کہ ملک ترقی کی راہ پر گامزن ہے اور معیشت مستحکم ہو رہی ہے، صوبائی حکومتوں نے بھی اپنے علاقوں میں ترقیاتی کاموں کا آغاز کیا، عوام نے جشن [503,1037,621,1117]
news-item [379,1383,496,1442]
item-body: پاکستان کی آزادی کے موقع پر ملک بھر میں تقریبات منعقد کی گئیں اور قومی پرچم [753,1289,870,1315]
